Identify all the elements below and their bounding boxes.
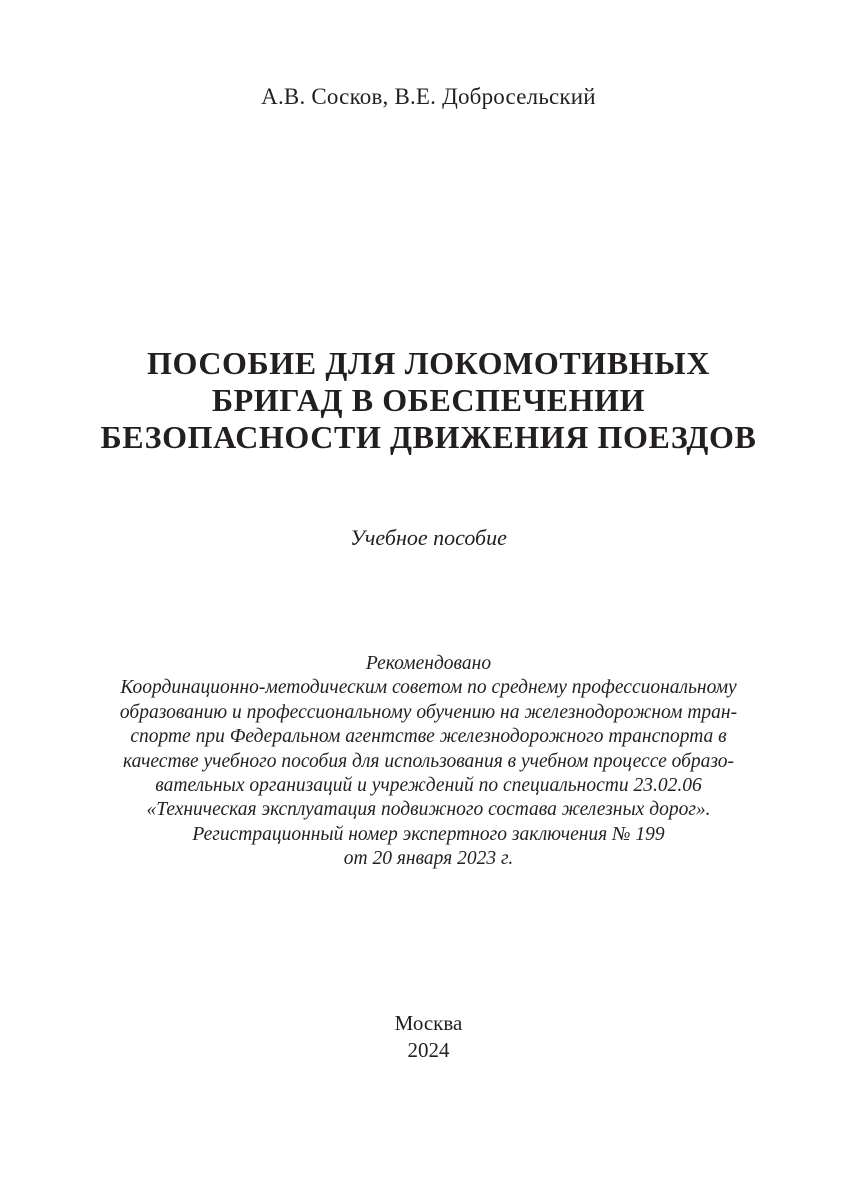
imprint-city: Москва	[394, 1011, 463, 1035]
recommendation-block	[0, 652, 857, 872]
recommendation-line: спорте при Федеральном агентстве железнодорожного транспорта в	[130, 726, 727, 748]
publication-type: Учебное пособие	[350, 525, 507, 550]
book-title-line: ПОСОБИЕ ДЛЯ ЛОКОМОТИВНЫХ	[146, 345, 711, 381]
book-title-line: БЕЗОПАСНОСТИ ДВИЖЕНИЯ ПОЕЗДОВ	[100, 419, 757, 455]
recommendation-heading: Рекомендовано	[365, 653, 492, 674]
imprint-year: 2024	[407, 1038, 450, 1062]
recommendation-line: от 20 января 2023 г.	[343, 848, 514, 870]
imprint	[0, 1010, 857, 1064]
recommendation-line: вательных организаций и учреждений по специальности 23.02.06	[155, 775, 702, 797]
recommendation-line: качестве учебного пособия для использования в учебном процессе образо-	[122, 750, 735, 772]
recommendation-line: Координационно-методическим советом по среднему профессиональному	[120, 677, 737, 699]
book-title	[0, 345, 857, 456]
recommendation-line: образованию и профессиональному обучению на железнодорожном тран-	[119, 701, 738, 723]
authors: А.В. Сосков, В.Е. Добросельский	[261, 84, 596, 109]
book-title-line: БРИГАД В ОБЕСПЕЧЕНИИ	[211, 382, 646, 418]
recommendation-line: «Техническая эксплуатация подвижного состава железных дорог».	[146, 799, 711, 821]
recommendation-line: Регистрационный номер экспертного заключения № 199	[192, 823, 665, 845]
